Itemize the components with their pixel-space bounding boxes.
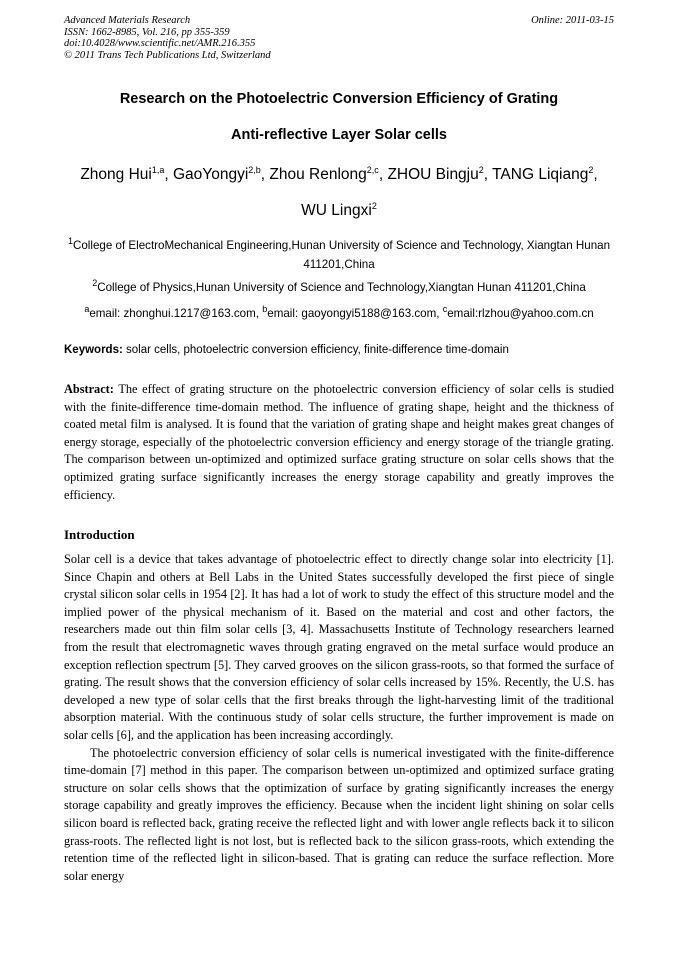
online-date: Online: 2011-03-15 (531, 15, 614, 26)
author-sep: , (164, 166, 173, 183)
paper-title-line-1: Research on the Photoelectric Conversion Efficiency of Grating (119, 91, 559, 107)
author-name: GaoYongyi (173, 166, 249, 183)
email-sup: b (262, 304, 268, 315)
author-sep: , (593, 166, 598, 183)
journal-header (64, 15, 271, 61)
author-name: TANG Liqiang (492, 166, 589, 183)
author-sep: , (260, 166, 270, 183)
abstract-label: Abstract: (64, 382, 114, 396)
keywords-text: solar cells, photoelectric conversion efficiency, finite-difference time-domain (122, 344, 509, 356)
introduction-paragraph-2: The photoelectric conversion efficiency of solar cells is numerical investigated with the finite-difference time-domain [7] method in this paper. The comparison between un-optimized and optimized surface grating structure on solar cells shows that the optimization of surface by grating significantly increases the energy storage capability and greatly improves the efficiency. Because when the incident light shining on solar cells silicon board is reflected back, grating receive the reflected light and with lower angle reflects back it to silicon grass-roots. The reflected light is not lost, but is reflected back to the silicon grass-roots, which extending the retention time of the reflected light in silicon-based. That is grating can reduce the surface reflection. More solar energy (64, 745, 614, 883)
journal-name: Advanced Materials Research (64, 15, 191, 26)
author-sup: 1,a (151, 164, 165, 175)
author-sup: 2,b (248, 164, 261, 175)
author-sup: 2 (588, 164, 594, 175)
affiliation-2 (64, 278, 614, 297)
author-sup: 2 (478, 164, 484, 175)
affiliation-text: College of Physics,Hunan University of Science and Technology,Xiangtan Hunan 411201,China (97, 281, 586, 294)
author-sup: 2 (371, 200, 377, 211)
abstract (64, 381, 614, 504)
copyright: © 2011 Trans Tech Publications Ltd, Switzerland (64, 49, 271, 61)
email-a[interactable]: email: zhonghui.1217@163.com, (89, 307, 263, 320)
paper-title-line-2: Anti-reflective Layer Solar cells (231, 127, 447, 143)
keywords-label: Keywords: (64, 344, 123, 356)
section-heading-introduction: Introduction (64, 527, 135, 542)
author-name: Zhong Hui (80, 166, 152, 183)
introduction-paragraph-1: Solar cell is a device that takes advantage of photoelectric effect to directly change solar into electricity [1]. Since Chapin and others at Bell Labs in the United States successfully developed the first piece of single crystal silicon solar cells in 1954 [2]. It has had a lot of work to study the effect of this structure model and the implied power of the physical mechanism of it. Based on the material and cost and other factors, the researchers made out thin film solar cells [3, 4]. Massachusetts Institute of Technology researchers learned from the result that electromagnetic waves through grating engraved on the metal surface would produce an exception reflection spectrum [5]. They carved grooves on the silicon grass-roots, so that formed the surface of grating. The result shows that the conversion efficiency of solar cells increased by 15%. Recently, the U.S. has developed a new type of solar cells that the first breaks through the light-harvesting limit of the traditional absorption material. With the continuous study of solar cells structure, the further improvement is made on solar cells [6], and the application has been increasing accordingly. (64, 552, 614, 742)
affiliation-sup: 2 (92, 278, 98, 289)
affiliation-sup: 1 (67, 236, 73, 247)
abstract-text: The effect of grating structure on the photoelectric conversion efficiency of solar cells is studied with the finite-difference time-domain method. The influence of grating shape, height and the thickness of coated metal film is analysed. It is found that the variation of grating shape and height makes great changes of energy storage, especially of the photoelectric conversion efficiency and energy storage of the triangle grating. The comparison between un-optimized and optimized surface grating structure on solar cells shows that the optimized grating surface significantly increases the energy storage capability and greatly improves the efficiency. (64, 382, 614, 502)
affiliation-text: College of ElectroMechanical Engineering,Hunan University of Science and Technology, Xiangtan Hunan 411201,China (72, 239, 611, 271)
introduction-body (64, 551, 614, 885)
email-sup: c (442, 304, 448, 315)
email-sup: a (84, 304, 90, 315)
email-list (64, 304, 614, 323)
author-list-line-2 (40, 202, 638, 220)
email-b[interactable]: email: gaoyongyi5188@163.com, (267, 307, 443, 320)
author-sup: 2,c (366, 164, 379, 175)
author-sep: , (378, 166, 388, 183)
affiliation-1 (64, 236, 614, 274)
doi: doi:10.4028/www.scientific.net/AMR.216.355 (64, 38, 256, 49)
author-list-line-1 (40, 166, 638, 184)
author-name: WU Lingxi (301, 202, 372, 219)
author-sep: , (483, 166, 493, 183)
author-name: ZHOU Bingju (387, 166, 479, 183)
keywords (64, 344, 624, 356)
author-name: Zhou Renlong (269, 166, 367, 183)
email-c[interactable]: email:rlzhou@yahoo.com.cn (447, 307, 594, 320)
issn: ISSN: 1662-8985, Vol. 216, pp 355-359 (64, 26, 230, 38)
